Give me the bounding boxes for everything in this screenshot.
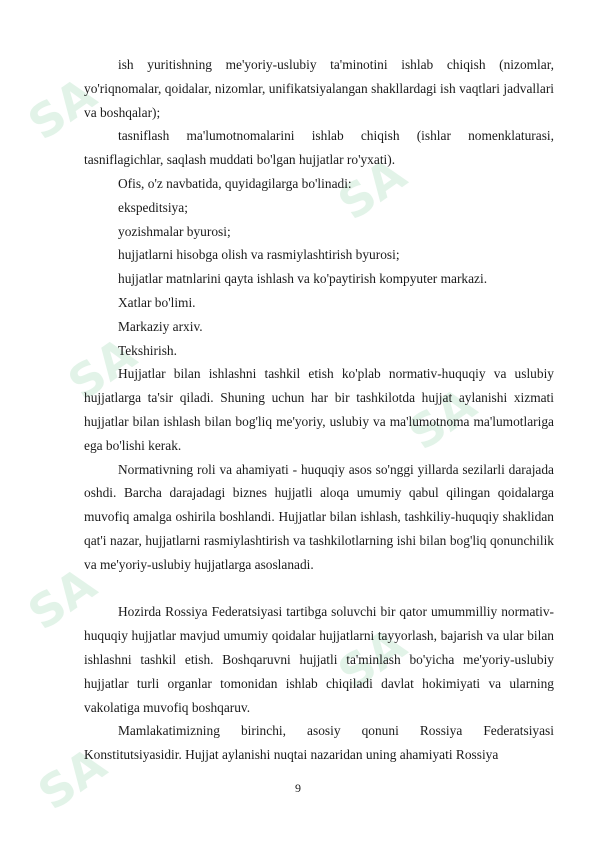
- paragraph: ish yuritishning me'yoriy-uslubiy ta'minotini ishlab chiqish (nizomlar, yo'riqnomalar, qoidalar, nizomlar, unifikatsiyalangan shakllardagi ish vaqtlari jadvallari va boshqalar);: [84, 57, 554, 120]
- svg-text:SAF: SAF: [28, 724, 126, 821]
- svg-text:SAF: SAF: [328, 134, 426, 231]
- svg-text:SAF: SAF: [328, 604, 426, 701]
- page-number: 9: [295, 781, 301, 795]
- paragraph: Hozirda Rossiya Federatsiyasi tartibga soluvchi bir qator umummilliy normativ-huquqiy hujjatlar mavjud umumiy qoidalar hujjatlarni tayyorlash, bajarish va ular bilan ishlashni tashkil etish. Boshqaruvni hujjatli ta'minlash bo'yicha me'yoriy-uslubiy hujjatlar turli organlar tomonidan ishlab chiqiladi davlat hokimiyati va ularning vakolatiga muvofiq boshqaruv.: [84, 604, 554, 715]
- list-item: ekspeditsiya;: [118, 199, 188, 215]
- svg-text:SAF: SAF: [398, 364, 496, 461]
- paragraph: Ofis, o'z navbatida, quyidagilarga bo'linadi:: [118, 175, 352, 191]
- paragraph: Hujjatlar bilan ishlashni tashkil etish ko'plab normativ-huquqiy va uslubiy hujjatlarga ta'sir qiladi. Shuning uchun har bir tashkilotda hujjat aylanishi xizmati hujjatlar bilan ishlash bilan bog'liq me'yoriy, uslubiy va ma'lumotnoma ma'lumotlariga ega bo'lishi kerak.: [84, 366, 554, 453]
- document-body: [84, 53, 554, 767]
- paragraph: Normativning roli va ahamiyati - huquqiy asos so'nggi yillarda sezilarli darajada oshdi. Barcha darajadagi biznes hujjatli aloqa umumiy qabul qilingan qoidalarga muvofiq amalga oshirila boshlandi. Hujjatlar bilan ishlash, tashkiliy-huquqiy shaklidan qat'i nazar, hujjatlarni rasmiylashtirish va tashkilotlarning ishi bilan bog'liq qonunchilik va me'yoriy-uslubiy hujjatlarga asoslanadi.: [84, 461, 554, 572]
- list-item: Xatlar bo'limi.: [118, 294, 196, 310]
- list-item: Markaziy arxiv.: [118, 318, 203, 334]
- list-item: yozishmalar byurosi;: [118, 223, 231, 239]
- list-item: hujjatlar matnlarini qayta ishlash va ko'paytirish kompyuter markazi.: [118, 271, 488, 287]
- list-item: hujjatlarni hisobga olish va rasmiylashtirish byurosi;: [118, 247, 400, 263]
- svg-text:SAF: SAF: [58, 314, 156, 411]
- svg-text:SAF: SAF: [18, 54, 116, 151]
- svg-text:SAF: SAF: [18, 544, 116, 641]
- paragraph-spacer: [84, 577, 554, 601]
- paragraph: Mamlakatimizning birinchi, asosiy qonuni Rossiya Federatsiyasi Konstitutsiyasidir. Hujjat aylanishi nuqtai nazaridan uning ahamiyati Rossiya: [84, 723, 554, 763]
- list-item: Tekshirish.: [118, 342, 177, 358]
- paragraph: tasniflash ma'lumotnomalarini ishlab chiqish (ishlar nomenklaturasi, tasniflagichlar, saqlash muddati bo'lgan hujjatlar ro'yxati).: [84, 128, 554, 168]
